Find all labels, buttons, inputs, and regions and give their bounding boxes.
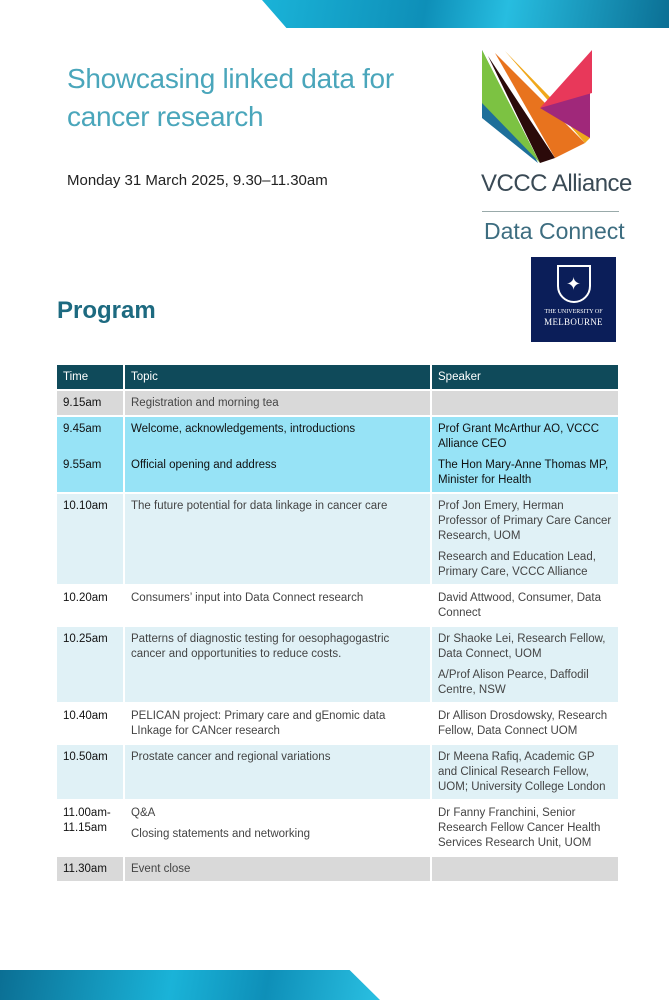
table-row [57, 416, 618, 493]
topic-text: PELICAN project: Primary care and gEnomic data LInkage for CANcer research [131, 710, 386, 737]
time-text: 10.50am [63, 751, 108, 763]
time-text: 10.20am [63, 592, 108, 604]
time-cell [57, 856, 124, 882]
crest-icon: ✦ [557, 265, 591, 303]
time-text: 9.15am [63, 397, 102, 409]
topic-text: Q&A [131, 807, 156, 819]
vccc-alliance-wordmark: VCCC Alliance [481, 170, 632, 197]
table-row [57, 703, 618, 744]
time-cell [57, 493, 124, 585]
topic-cell [124, 856, 431, 882]
uom-line2: MELBOURNE [544, 317, 603, 327]
header-decorative-band [262, 0, 669, 28]
table-row [57, 493, 618, 585]
topic-text: Official opening and address [131, 459, 277, 471]
speaker-cell [431, 493, 618, 585]
page-title: Showcasing linked data for cancer research [67, 63, 394, 132]
event-date: Monday 31 March 2025, 9.30–11.30am [67, 172, 328, 189]
uom-line1: THE UNIVERSITY OF [544, 309, 603, 315]
time-text: 10.40am [63, 710, 108, 722]
speaker-text: Dr Allison Drosdowsky, Research Fellow, Data Connect UOM [438, 710, 608, 737]
time-text: 11.30am [63, 863, 107, 875]
time-text: 11.00am-11.15am [63, 807, 111, 834]
time-text: 9.55am [63, 459, 102, 471]
speaker-text: Research and Education Lead, Primary Care, VCCC Alliance [438, 551, 596, 578]
speaker-cell [431, 703, 618, 744]
table-row [57, 744, 618, 800]
speaker-cell [431, 390, 618, 416]
speaker-cell [431, 626, 618, 703]
speaker-text: Prof Grant McArthur AO, VCCC Alliance CEO [438, 423, 600, 450]
speaker-cell [431, 744, 618, 800]
table-row [57, 856, 618, 882]
speaker-cell [431, 856, 618, 882]
speaker-text: A/Prof Alison Pearce, Daffodil Centre, NSW [438, 669, 589, 696]
program-heading: Program [57, 297, 156, 324]
speaker-text: The Hon Mary-Anne Thomas MP, Minister for Health [438, 459, 609, 486]
topic-cell [124, 585, 431, 626]
topic-text: Closing statements and networking [131, 828, 310, 840]
speaker-text: Prof Jon Emery, Herman Professor of Primary Care Cancer Research, UOM [438, 500, 612, 542]
data-connect-wordmark: Data Connect [484, 218, 625, 244]
topic-text: Patterns of diagnostic testing for oesophagogastric cancer and opportunities to reduce costs. [131, 633, 390, 660]
topic-cell [124, 800, 431, 856]
topic-cell [124, 626, 431, 703]
topic-text: Prostate cancer and regional variations [131, 751, 331, 763]
speaker-cell [431, 585, 618, 626]
table-row [57, 800, 618, 856]
vccc-alliance-logo-icon [480, 48, 620, 178]
time-cell [57, 744, 124, 800]
university-of-melbourne-logo [531, 257, 616, 342]
time-text: 10.10am [63, 500, 108, 512]
topic-cell [124, 493, 431, 585]
speaker-text: Dr Meena Rafiq, Academic GP and Clinical Research Fellow, UOM; University College London [438, 751, 606, 793]
header-topic: Topic [124, 365, 431, 390]
time-cell [57, 390, 124, 416]
time-cell [57, 626, 124, 703]
topic-cell [124, 416, 431, 493]
table-header-row [57, 365, 618, 390]
topic-text: Consumers’ input into Data Connect research [131, 592, 364, 604]
topic-text: Event close [131, 863, 191, 875]
time-text: 9.45am [63, 423, 102, 435]
table-row [57, 626, 618, 703]
time-cell [57, 416, 124, 493]
time-cell [57, 703, 124, 744]
speaker-text: Dr Fanny Franchini, Senior Research Fellow Cancer Health Services Research Unit, UOM [438, 807, 601, 849]
topic-text: The future potential for data linkage in cancer care [131, 500, 388, 512]
time-text: 10.25am [63, 633, 108, 645]
header-time: Time [57, 365, 124, 390]
time-cell [57, 800, 124, 856]
header-speaker: Speaker [431, 365, 618, 390]
topic-text: Registration and morning tea [131, 397, 279, 409]
logo-divider [482, 211, 619, 212]
footer-decorative-band [0, 970, 380, 1000]
speaker-text: Dr Shaoke Lei, Research Fellow, Data Connect, UOM [438, 633, 606, 660]
speaker-cell [431, 416, 618, 493]
topic-cell [124, 390, 431, 416]
table-row [57, 390, 618, 416]
speaker-text: David Attwood, Consumer, Data Connect [438, 592, 601, 619]
speaker-cell [431, 800, 618, 856]
topic-cell [124, 703, 431, 744]
time-cell [57, 585, 124, 626]
table-row [57, 585, 618, 626]
program-table [57, 365, 618, 883]
topic-cell [124, 744, 431, 800]
topic-text: Welcome, acknowledgements, introductions [131, 423, 356, 435]
